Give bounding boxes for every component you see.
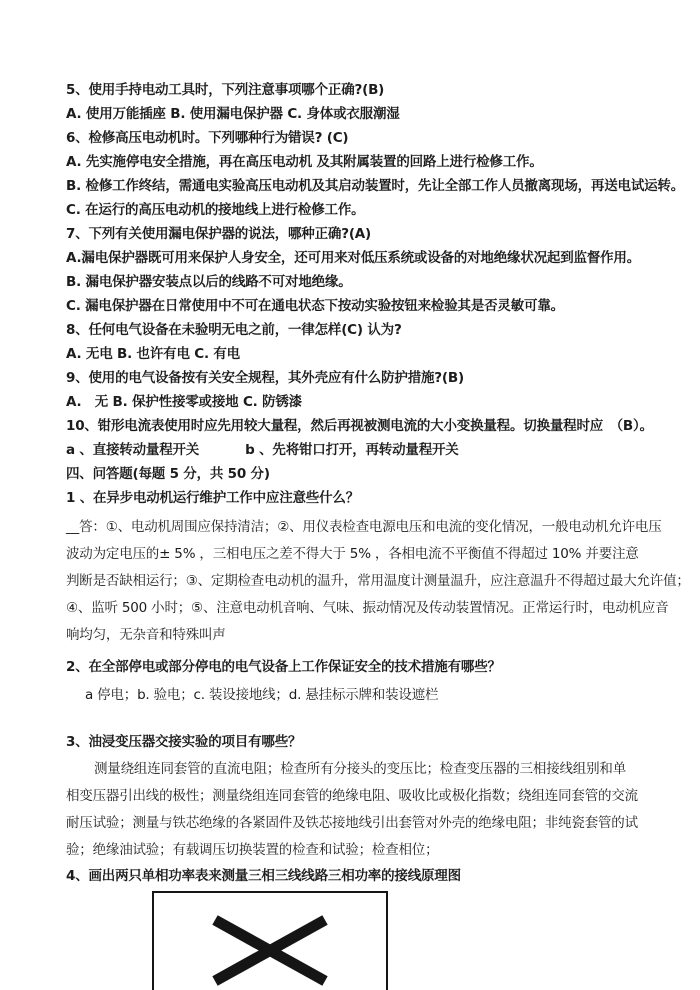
option-a-label: a 、直接转动量程开关: [66, 442, 200, 458]
question-line: A.漏电保护器既可用来保护人身安全，还可用来对低压系统或设备的对地绝缘状况起到监督作用。: [66, 250, 641, 266]
question-line: 7、下列有关使用漏电保护器的说法，哪种正确?(A): [66, 226, 372, 242]
question-line: 9、使用的电气设备按有关安全规程，其外壳应有什么防护措施?(B): [66, 370, 464, 386]
answer-line: 耐压试验；测量与铁芯绝缘的各紧固件及铁芯接地线引出套管对外壳的绝缘电阻；非纯瓷套管的试: [66, 815, 638, 831]
question-line: 8、任何电气设备在未验明无电之前，一律怎样(C) 认为?: [66, 322, 402, 338]
multiple-choice-questions: [66, 78, 685, 438]
answer-line: __答：①、电动机周围应保持清洁；②、用仪表检查电源电压和电流的变化情况，一般电动机允许电压: [66, 519, 662, 535]
answer-line: 验；绝缘油试验；有载调压切换装置的检查和试验；检查相位；: [66, 842, 439, 858]
q3-answer: [66, 756, 654, 864]
q3-title: 3、油浸变压器交接实验的项目有哪些？: [66, 734, 302, 750]
answer-line: 相变压器引出线的极性；测量绕组连同套管的绝缘电阻、吸收比或极化指数；绕组连同套管的交流: [66, 788, 638, 804]
answer-diagram-box: [152, 891, 388, 990]
question-line: 10、钳形电流表使用时应先用较大量程，然后再视被测电流的大小变换量程。切换量程时应 （B）。: [66, 418, 653, 434]
q10-options-row: [66, 438, 654, 462]
answer-line: 测量绕组连同套管的直流电阻；检查所有分接头的变压比；检查变压器的三相接线组别和单: [94, 761, 626, 777]
option-b-label: b 、先将钳口打开，再转动量程开关: [245, 442, 459, 458]
x-mark-icon: [154, 893, 386, 990]
question-line: A. 无 B. 保护性接零或接地 C. 防锈漆: [66, 394, 302, 410]
q1-answer: [66, 514, 690, 649]
question-line: C. 在运行的高压电动机的接地线上进行检修工作。: [66, 202, 365, 218]
question-line: A. 先实施停电安全措施，再在高压电动机 及其附属装置的回路上进行检修工作。: [66, 154, 543, 170]
q4-title: 4、画出两只单相功率表来测量三相三线线路三相功率的接线原理图: [66, 868, 461, 884]
question-line: 6、检修高压电动机时。下列哪种行为错误? (C): [66, 130, 349, 146]
question-line: A. 使用万能插座 B. 使用漏电保护器 C. 身体或衣服潮湿: [66, 106, 400, 122]
question-line: 5、使用手持电动工具时，下列注意事项哪个正确?(B): [66, 82, 385, 98]
question-line: A. 无电 B. 也许有电 C. 有电: [66, 346, 240, 362]
answer-line: ④、监听 500 小时；⑤、注意电动机音响、气味、振动情况及传动装置情况。正常运行时，电动机应音: [66, 600, 669, 616]
q2-answer: [66, 682, 654, 709]
answer-line: a 停电；b. 验电；c. 装设接地线；d. 悬挂标示牌和装设遮栏: [85, 687, 439, 703]
answer-line: 响均匀，无杂音和特殊叫声: [66, 627, 226, 643]
essay-section-heading: 四、问答题(每题 5 分，共 50 分): [66, 466, 270, 482]
answer-line: 判断是否缺相运行；③、定期检查电动机的温升，常用温度计测量温升，应注意温升不得超过最大允许值；: [66, 573, 690, 589]
question-line: C. 漏电保护器在日常使用中不可在通电状态下按动实验按钮来检验其是否灵敏可靠。: [66, 298, 564, 314]
q1-title: 1 、在异步电动机运行维护工作中应注意些什么？: [66, 490, 359, 506]
answer-line: 波动为定电压的± 5% ，三相电压之差不得大于 5% ，各相电流不平衡值不得超过 10% 并要注意: [66, 546, 639, 562]
question-line: B. 检修工作终结，需通电实验高压电动机及其启动装置时，先让全部工作人员撤离现场，再送电试运转。: [66, 178, 685, 194]
question-line: B. 漏电保护器安装点以后的线路不可对地绝缘。: [66, 274, 352, 290]
q2-title: 2、在全部停电或部分停电的电气设备上工作保证安全的技术措施有哪些？: [66, 659, 501, 675]
